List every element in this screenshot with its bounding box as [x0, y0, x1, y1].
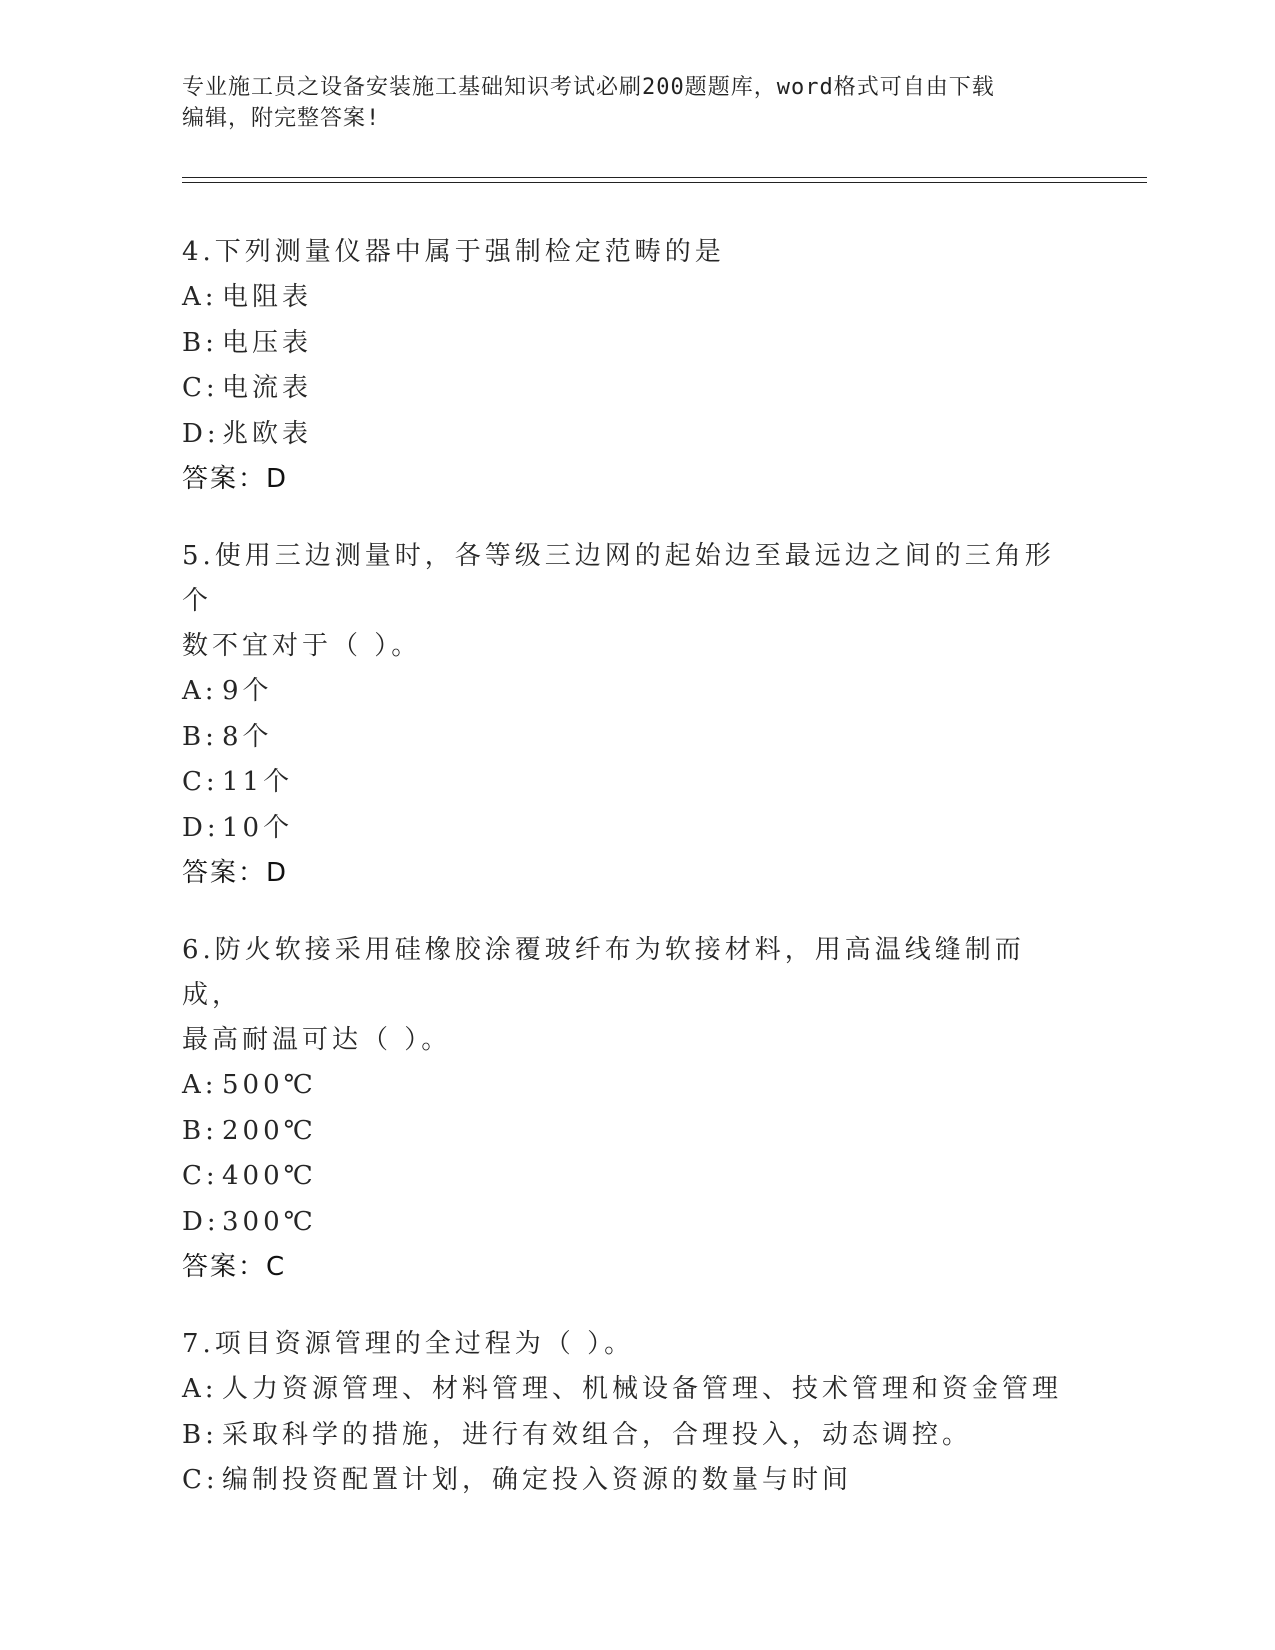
- option-letter: D:: [182, 418, 220, 449]
- option-text: 电流表: [222, 373, 313, 403]
- option-letter: B:: [182, 1115, 218, 1146]
- question-text: 4.下列测量仪器中属于强制检定范畴的是: [182, 237, 725, 267]
- option-text: 200℃: [222, 1115, 317, 1146]
- option-letter: D:: [182, 812, 220, 843]
- option-a: [182, 1367, 1062, 1413]
- question-item: [182, 1322, 1062, 1504]
- option-a: [182, 275, 1062, 321]
- option-letter: B:: [182, 327, 218, 358]
- option-letter: C:: [182, 767, 219, 797]
- option-c: [182, 760, 1062, 806]
- option-text: 8个: [222, 721, 273, 752]
- header-divider-top: [182, 177, 1147, 178]
- option-letter: A:: [182, 1070, 218, 1100]
- option-letter: C:: [182, 1465, 219, 1495]
- option-d: [182, 1200, 1062, 1246]
- option-b: [182, 1413, 1062, 1459]
- option-b: [182, 1109, 1062, 1155]
- question-list: [182, 230, 1062, 1536]
- option-text: 编制投资配置计划，确定投入资源的数量与时间: [222, 1465, 853, 1495]
- question-text-continued: 数不宜对于（ ）。: [182, 631, 422, 661]
- option-a: [182, 1063, 1062, 1109]
- option-a: [182, 669, 1062, 715]
- answer-text: 答案：D: [182, 464, 289, 494]
- header-divider-bottom: [182, 182, 1147, 183]
- header-line-2: 编辑，附完整答案!: [182, 106, 381, 131]
- header-line-1: 专业施工员之设备安装施工基础知识考试必刷200题题库，word格式可自由下载: [182, 75, 995, 100]
- document-header: [182, 72, 1062, 134]
- option-d: [182, 806, 1062, 852]
- option-letter: A:: [182, 282, 218, 312]
- question-item: [182, 230, 1062, 502]
- option-text: 10个: [222, 812, 294, 843]
- option-text: 500℃: [222, 1070, 317, 1100]
- answer-text: 答案：C: [182, 1252, 287, 1282]
- option-text: 采取科学的措施，进行有效组合，合理投入，动态调控。: [222, 1419, 973, 1450]
- option-c: [182, 366, 1062, 412]
- question-item: [182, 534, 1062, 896]
- option-text: 人力资源管理、材料管理、机械设备管理、技术管理和资金管理: [222, 1374, 1063, 1404]
- question-text-continued: 最高耐温可达（ ）。: [182, 1025, 452, 1055]
- option-letter: A:: [182, 676, 218, 706]
- question-text: 5.使用三边测量时，各等级三边网的起始边至最远边之间的三角形个: [182, 541, 1055, 616]
- option-text: 兆欧表: [222, 418, 313, 449]
- option-text: 11个: [222, 767, 294, 797]
- option-b: [182, 321, 1062, 367]
- option-letter: B:: [182, 721, 218, 752]
- question-text: 7.项目资源管理的全过程为（ ）。: [182, 1329, 635, 1359]
- option-letter: A:: [182, 1374, 218, 1404]
- option-c: [182, 1458, 1062, 1504]
- option-text: 电阻表: [222, 282, 313, 312]
- question-text: 6.防火软接采用硅橡胶涂覆玻纤布为软接材料，用高温线缝制而成，: [182, 935, 1025, 1010]
- option-text: 300℃: [222, 1206, 317, 1237]
- option-b: [182, 715, 1062, 761]
- option-letter: C:: [182, 1161, 219, 1191]
- option-d: [182, 412, 1062, 458]
- option-text: 9个: [222, 676, 273, 706]
- option-text: 电压表: [222, 327, 313, 358]
- option-c: [182, 1154, 1062, 1200]
- option-letter: C:: [182, 373, 219, 403]
- answer-text: 答案：D: [182, 858, 289, 888]
- option-letter: D:: [182, 1206, 220, 1237]
- option-letter: B:: [182, 1419, 218, 1450]
- question-item: [182, 928, 1062, 1290]
- option-text: 400℃: [222, 1161, 317, 1191]
